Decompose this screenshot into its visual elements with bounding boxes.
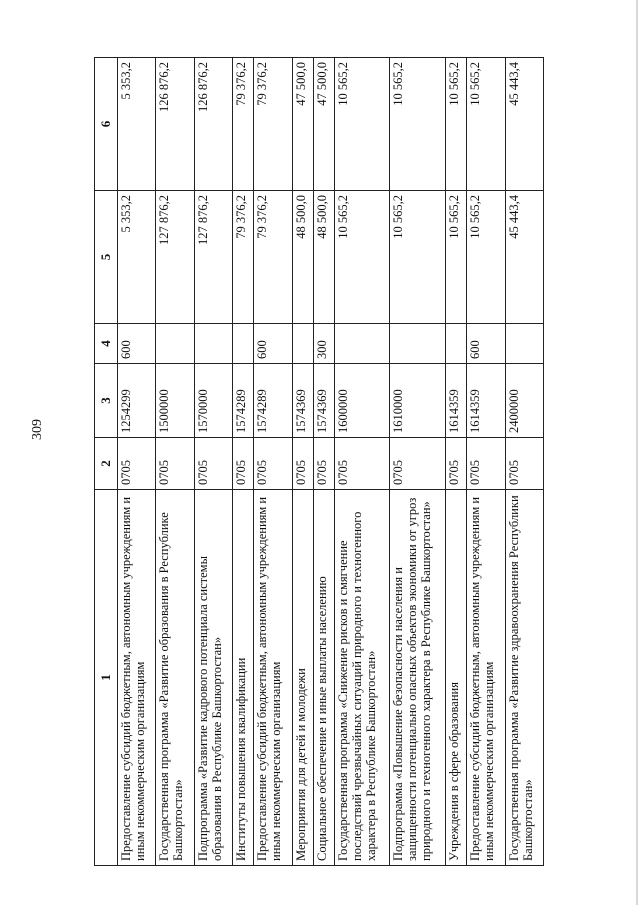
target-code-cell: 1570000 xyxy=(194,364,232,438)
target-code-cell: 1574289 xyxy=(254,364,292,438)
amount-cell: 10 565,2 xyxy=(446,191,467,324)
section-code-cell: 0705 xyxy=(254,438,292,490)
amount-cell: 47 500,0 xyxy=(292,58,313,191)
expense-type-cell xyxy=(446,324,467,364)
expense-type-cell: 600 xyxy=(118,324,156,364)
expense-type-cell xyxy=(334,324,390,364)
header-cell: 5 xyxy=(95,191,118,324)
page-number: 309 xyxy=(30,419,45,440)
amount-cell: 47 500,0 xyxy=(313,58,334,191)
target-code-cell: 1574289 xyxy=(233,364,254,438)
amount-cell: 127 876,2 xyxy=(194,191,232,324)
amount-cell: 48 500,0 xyxy=(313,191,334,324)
row-name-cell: Государственная программа «Снижение рисков и смягчение последствий чрезвычайных ситуаций природного и техногенного характера в Республике Башкортостан» xyxy=(334,490,390,866)
section-code-cell: 0705 xyxy=(334,438,390,490)
table-row xyxy=(467,58,505,866)
target-code-cell: 1574369 xyxy=(313,364,334,438)
target-code-cell: 1600000 xyxy=(334,364,390,438)
amount-cell: 10 565,2 xyxy=(334,191,390,324)
budget-table xyxy=(94,57,544,866)
target-code-cell: 1610000 xyxy=(390,364,446,438)
row-name-cell: Подпрограмма «Развитие кадрового потенциала системы образования в Республике Башкортостан» xyxy=(194,490,232,866)
section-code-cell: 0705 xyxy=(292,438,313,490)
table-row xyxy=(390,58,446,866)
row-name-cell: Государственная программа «Развитие здравоохранения Республики Башкортостан» xyxy=(505,490,544,866)
amount-cell: 127 876,2 xyxy=(156,191,194,324)
expense-type-cell: 300 xyxy=(313,324,334,364)
row-name-cell: Мероприятия для детей и молодежи xyxy=(292,490,313,866)
target-code-cell: 1614359 xyxy=(446,364,467,438)
amount-cell: 10 565,2 xyxy=(467,58,505,191)
section-code-cell: 0705 xyxy=(118,438,156,490)
amount-cell: 10 565,2 xyxy=(390,58,446,191)
amount-cell: 10 565,2 xyxy=(334,58,390,191)
target-code-cell: 1574369 xyxy=(292,364,313,438)
row-name-cell: Государственная программа «Развитие образования в Республике Башкортостан» xyxy=(156,490,194,866)
amount-cell: 126 876,2 xyxy=(194,58,232,191)
row-name-cell: Предоставление субсидий бюджетным, автономным учреждениям и иным некоммерческим организациям xyxy=(118,490,156,866)
amount-cell: 79 376,2 xyxy=(254,58,292,191)
section-code-cell: 0705 xyxy=(390,438,446,490)
expense-type-cell xyxy=(292,324,313,364)
rotated-page xyxy=(94,58,544,866)
expense-type-cell xyxy=(156,324,194,364)
expense-type-cell xyxy=(505,324,544,364)
amount-cell: 79 376,2 xyxy=(254,191,292,324)
row-name-cell: Предоставление субсидий бюджетным, автономным учреждениям и иным некоммерческим организациям xyxy=(254,490,292,866)
expense-type-cell: 600 xyxy=(254,324,292,364)
section-code-cell: 0705 xyxy=(467,438,505,490)
table-row xyxy=(313,58,334,866)
amount-cell: 45 443,4 xyxy=(505,191,544,324)
row-name-cell: Социальное обеспечение и иные выплаты населению xyxy=(313,490,334,866)
table-row xyxy=(292,58,313,866)
header-cell: 6 xyxy=(95,58,118,191)
header-cell: 4 xyxy=(95,324,118,364)
table-row xyxy=(156,58,194,866)
target-code-cell: 2400000 xyxy=(505,364,544,438)
amount-cell: 10 565,2 xyxy=(446,58,467,191)
table-row xyxy=(194,58,232,866)
amount-cell: 79 376,2 xyxy=(233,58,254,191)
table-row xyxy=(118,58,156,866)
section-code-cell: 0705 xyxy=(156,438,194,490)
target-code-cell: 1614359 xyxy=(467,364,505,438)
amount-cell: 45 443,4 xyxy=(505,58,544,191)
table-row xyxy=(446,58,467,866)
table-row xyxy=(505,58,544,866)
expense-type-cell xyxy=(390,324,446,364)
table-row xyxy=(334,58,390,866)
expense-type-cell xyxy=(233,324,254,364)
section-code-cell: 0705 xyxy=(233,438,254,490)
header-cell: 3 xyxy=(95,364,118,438)
section-code-cell: 0705 xyxy=(194,438,232,490)
scan-edge-right xyxy=(636,0,638,905)
header-cell: 1 xyxy=(95,490,118,866)
amount-cell: 10 565,2 xyxy=(467,191,505,324)
table-row xyxy=(233,58,254,866)
row-name-cell: Институты повышения квалификации xyxy=(233,490,254,866)
amount-cell: 5 353,2 xyxy=(118,191,156,324)
section-code-cell: 0705 xyxy=(446,438,467,490)
amount-cell: 126 876,2 xyxy=(156,58,194,191)
section-code-cell: 0705 xyxy=(313,438,334,490)
row-name-cell: Учреждения в сфере образования xyxy=(446,490,467,866)
amount-cell: 48 500,0 xyxy=(292,191,313,324)
header-row xyxy=(95,58,118,866)
expense-type-cell xyxy=(194,324,232,364)
amount-cell: 10 565,2 xyxy=(390,191,446,324)
row-name-cell: Предоставление субсидий бюджетным, автономным учреждениям и иным некоммерческим организациям xyxy=(467,490,505,866)
section-code-cell: 0705 xyxy=(505,438,544,490)
target-code-cell: 1254299 xyxy=(118,364,156,438)
expense-type-cell: 600 xyxy=(467,324,505,364)
header-cell: 2 xyxy=(95,438,118,490)
amount-cell: 5 353,2 xyxy=(118,58,156,191)
target-code-cell: 1500000 xyxy=(156,364,194,438)
table-row xyxy=(254,58,292,866)
amount-cell: 79 376,2 xyxy=(233,191,254,324)
row-name-cell: Подпрограмма «Повышение безопасности населения и защищенности потенциально опасных объектов экономики от угроз природного и техногенного характера в Республике Башкортостан» xyxy=(390,490,446,866)
